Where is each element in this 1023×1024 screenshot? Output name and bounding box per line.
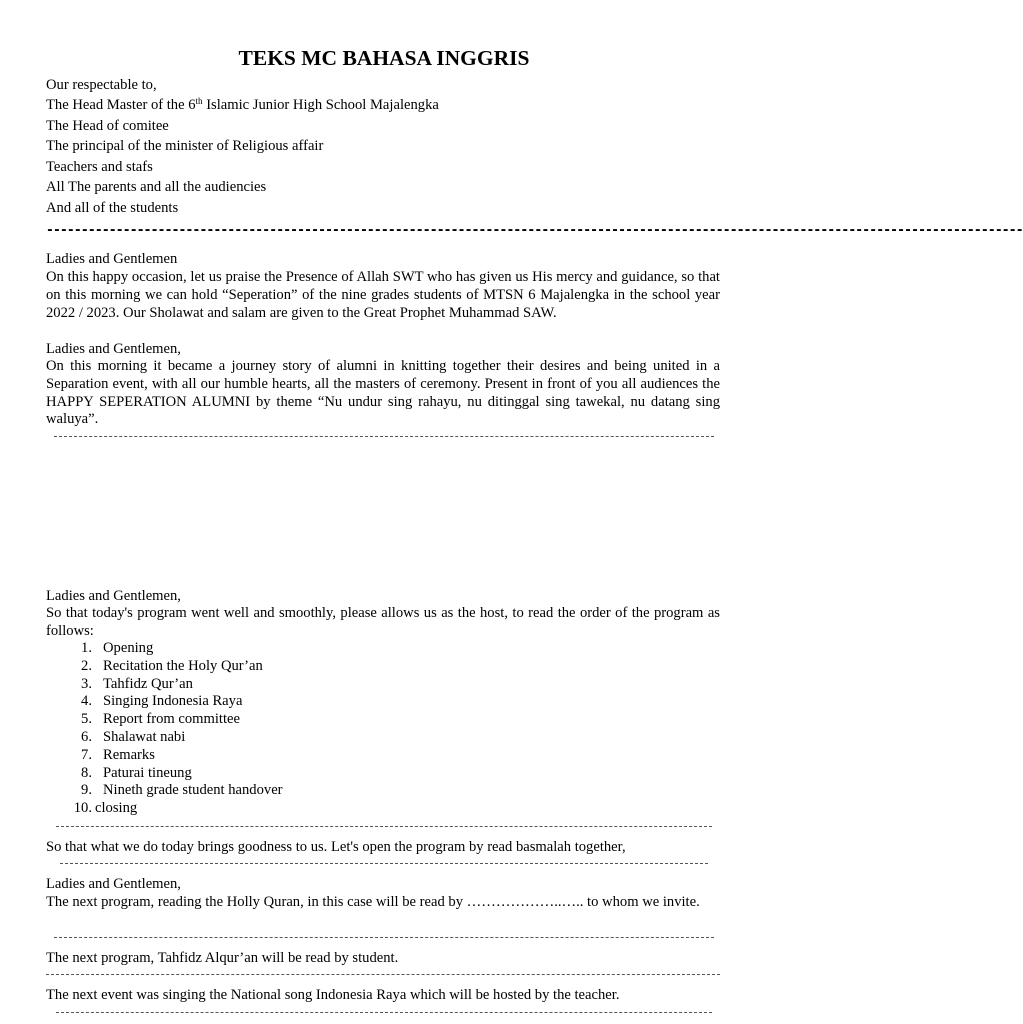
salutation-line: Teachers and stafs bbox=[46, 159, 153, 175]
list-label: Report from committee bbox=[103, 711, 240, 728]
list-number: 3. bbox=[81, 675, 92, 692]
list-item bbox=[46, 658, 283, 676]
list-label: closing bbox=[95, 800, 138, 817]
list-label: Tahfidz Qur’an bbox=[103, 675, 193, 692]
list-item bbox=[46, 729, 283, 747]
list-label: Nineth grade student handover bbox=[103, 782, 283, 799]
list-number: 1. bbox=[81, 640, 92, 656]
list-item bbox=[46, 693, 283, 711]
list-number: 9. bbox=[81, 782, 92, 799]
divider bbox=[46, 974, 720, 976]
list-label: Recitation the Holy Qur’an bbox=[103, 657, 263, 674]
list-number: 8. bbox=[81, 764, 92, 781]
paragraph-program-intro: So that today's program went well and smoothly, please allows us as the host, to read the order of the program as follows: bbox=[46, 605, 720, 639]
divider bbox=[54, 937, 714, 939]
list-label: Shalawat nabi bbox=[103, 728, 186, 745]
list-number: 5. bbox=[81, 711, 92, 728]
list-item bbox=[46, 640, 283, 658]
paragraph-indonesia-raya: The next event was singing the National song Indonesia Raya which will be hosted by the teacher. bbox=[46, 987, 620, 1003]
list-item bbox=[46, 711, 283, 729]
ordinal-suffix: th bbox=[195, 96, 203, 106]
salutation-text: Islamic Junior High School Majalengka bbox=[202, 97, 439, 113]
salutation-line: And all of the students bbox=[46, 200, 179, 216]
divider bbox=[56, 1012, 712, 1014]
list-item bbox=[46, 676, 283, 694]
list-label: Remarks bbox=[103, 746, 155, 763]
section-heading: Ladies and Gentlemen bbox=[46, 251, 178, 267]
paragraph-opening: On this happy occasion, let us praise the Presence of Allah SWT who has given us His mercy and guidance, so that on this morning we can hold “Seperation” of the nine grades students of MTSN 6 Majalengka in the school year 2022 / 2023. Our Sholawat and salam are given to the Great Prophet Muhammad SAW. bbox=[46, 269, 720, 321]
list-number: 7. bbox=[81, 746, 92, 763]
list-item bbox=[46, 747, 283, 765]
paragraph-basmalah: So that what we do today brings goodness to us. Let's open the program by read basmalah together, bbox=[46, 839, 626, 855]
section-heading: Ladies and Gentlemen, bbox=[46, 588, 181, 604]
list-label: Paturai tineung bbox=[103, 764, 192, 781]
salutation-line bbox=[46, 97, 439, 114]
section-heading: Ladies and Gentlemen, bbox=[46, 341, 181, 357]
paragraph-tahfidz: The next program, Tahfidz Alqur’an will be read by student. bbox=[46, 950, 399, 966]
list-number: 4. bbox=[81, 693, 92, 710]
list-label: Opening bbox=[103, 640, 154, 656]
program-list bbox=[46, 640, 283, 818]
divider bbox=[54, 436, 714, 438]
list-item bbox=[46, 800, 283, 818]
list-item bbox=[46, 765, 283, 783]
salutation-line: Our respectable to, bbox=[46, 77, 157, 93]
section-heading: Ladies and Gentlemen, bbox=[46, 876, 181, 892]
paragraph-journey: On this morning it became a journey story of alumni in knitting together their desires and being united in a Separation event, with all our humble hearts, all the masters of ceremony. Present in front of you all audiences the HAPPY SEPERATION ALUMNI by theme “Nu undur sing rahayu, nu ditinggal sing tawekal, nu datang sing waluya”. bbox=[46, 358, 720, 428]
salutation-line: All The parents and all the audiencies bbox=[46, 179, 267, 195]
document-title: TEKS MC BAHASA INGGRIS bbox=[238, 46, 530, 70]
paragraph-quran-reading: The next program, reading the Holly Quran, in this case will be read by ………………..….. to whom we invite. bbox=[46, 894, 700, 910]
list-label: Singing Indonesia Raya bbox=[103, 693, 243, 710]
divider bbox=[56, 826, 712, 828]
list-number: 6. bbox=[81, 728, 92, 745]
list-number: 10. bbox=[73, 800, 92, 817]
divider bbox=[60, 863, 708, 865]
list-number: 2. bbox=[81, 657, 92, 674]
heavy-divider: -------------------------------------------------------------------------------------------------------------------------------------------- bbox=[46, 223, 1023, 238]
salutation-line: The principal of the minister of Religious affair bbox=[46, 138, 324, 154]
salutation-line: The Head of comitee bbox=[46, 118, 169, 134]
salutation-text: The Head Master of the 6 bbox=[46, 97, 196, 113]
list-item bbox=[46, 782, 283, 800]
